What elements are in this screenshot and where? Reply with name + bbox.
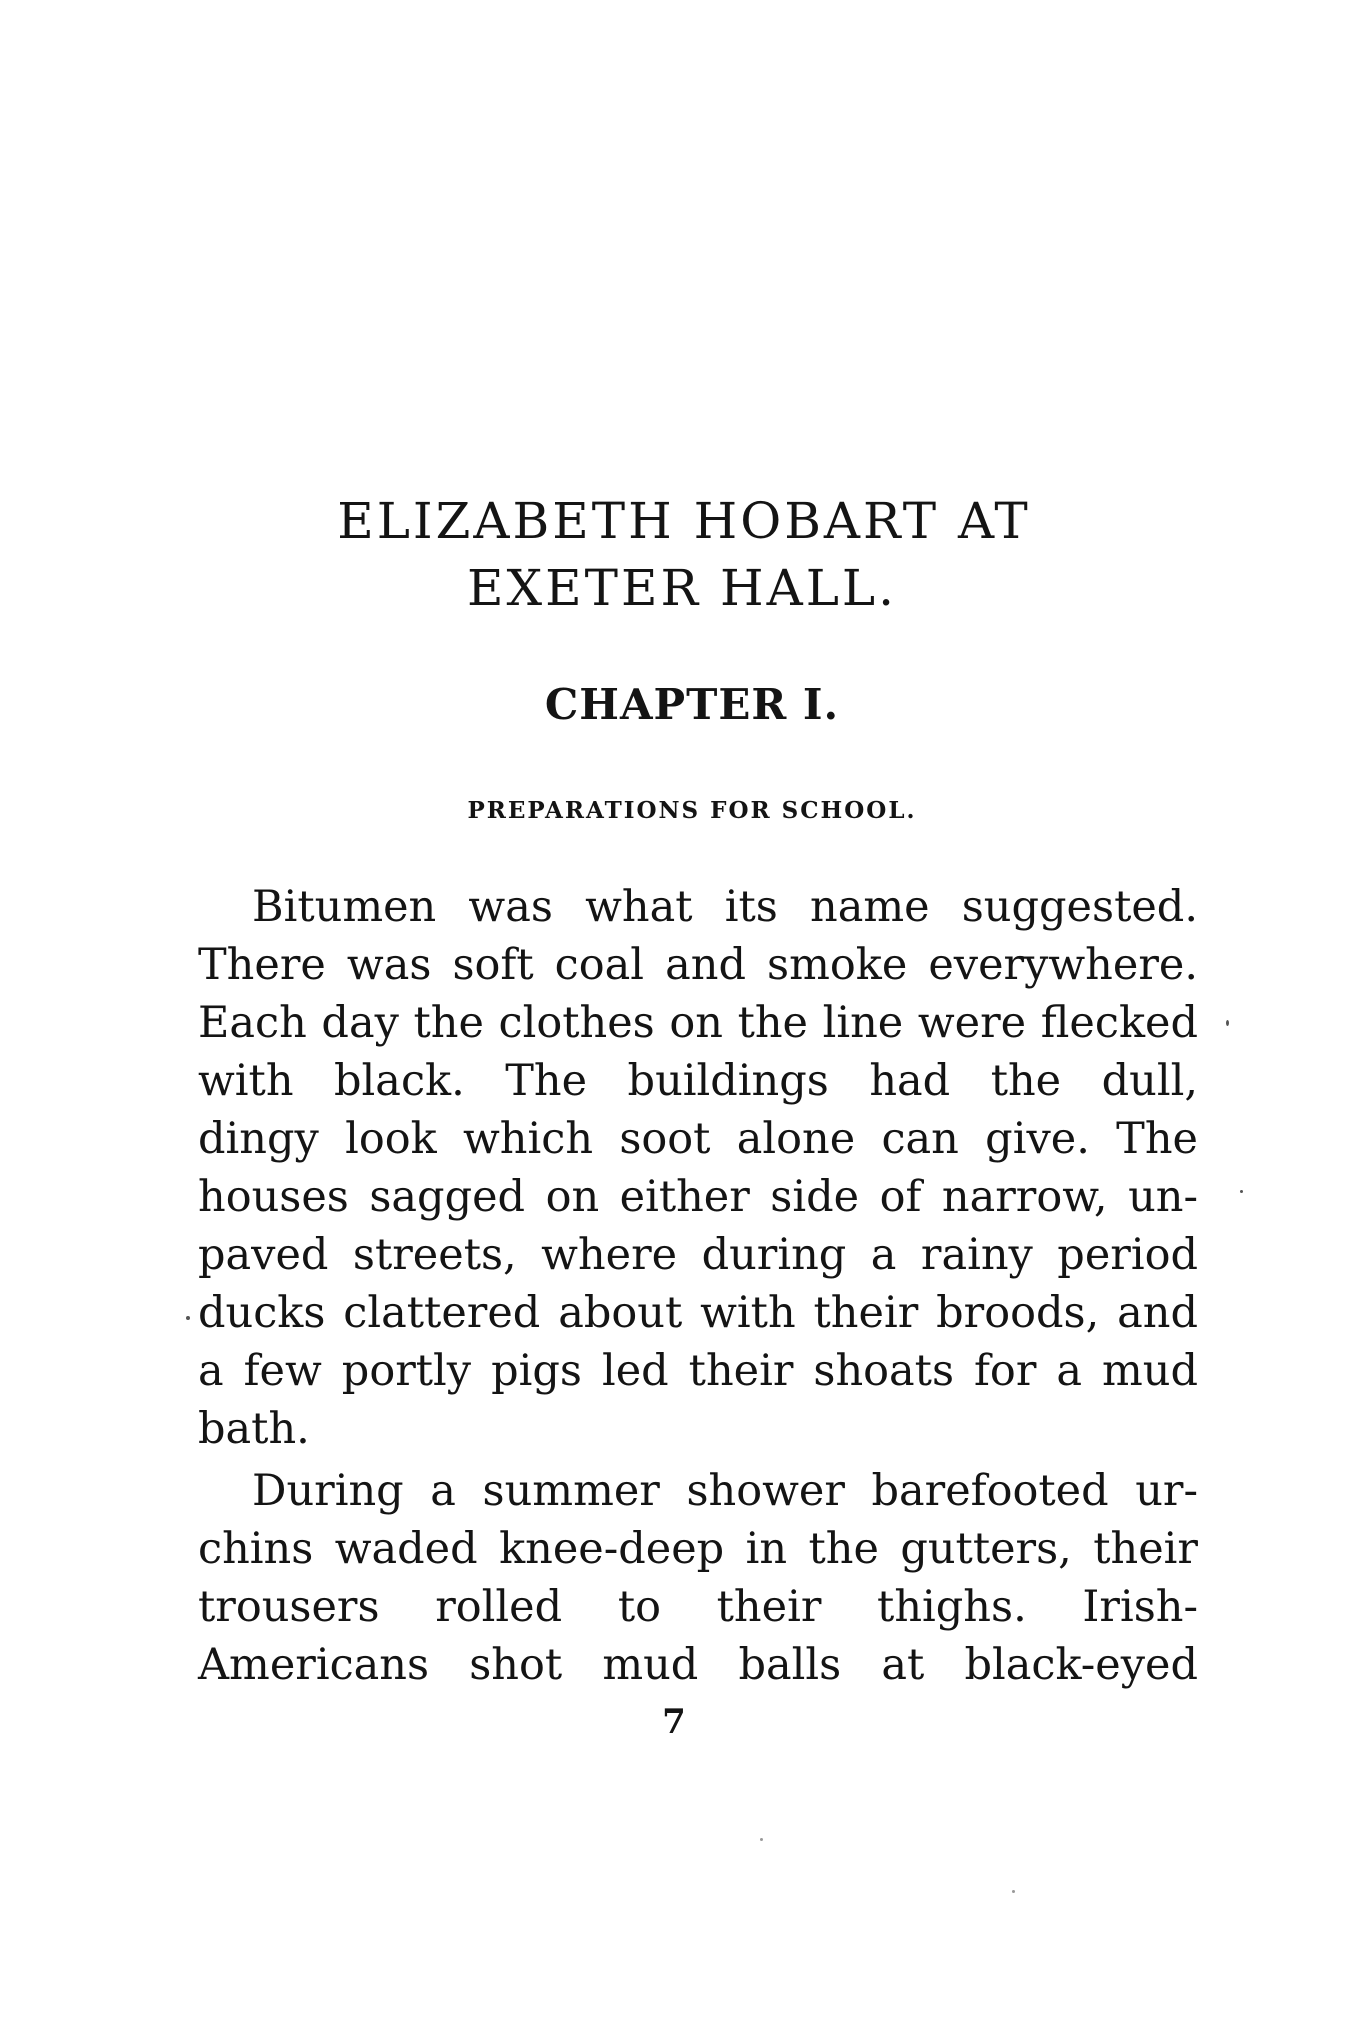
- text-line: There was soft coal and smoke everywhere.: [198, 940, 1198, 990]
- print-speck: [1240, 1190, 1243, 1193]
- text-line: paved streets, where during a rainy period: [198, 1230, 1198, 1280]
- book-title-line-2: EXETER HALL.: [467, 559, 897, 617]
- print-speck: [1226, 1020, 1229, 1026]
- text-line: with black. The buildings had the dull,: [198, 1056, 1198, 1106]
- text-line: Each day the clothes on the line were flecked: [198, 998, 1198, 1048]
- book-title-line-1: ELIZABETH HOBART AT: [337, 492, 1031, 550]
- page-number: 7: [662, 1702, 686, 1742]
- text-line: ducks clattered about with their broods, and: [198, 1288, 1198, 1338]
- text-line: dingy look which soot alone can give. The: [198, 1114, 1198, 1164]
- text-line: houses sagged on either side of narrow, un-: [198, 1172, 1198, 1222]
- text-line: During a summer shower barefooted ur-: [252, 1466, 1198, 1516]
- print-speck: [186, 1316, 190, 1320]
- text-line: Americans shot mud balls at black-eyed: [198, 1640, 1198, 1690]
- text-line: Bitumen was what its name suggested.: [252, 882, 1198, 932]
- print-speck: [1012, 1890, 1015, 1893]
- text-line: trousers rolled to their thighs. Irish-: [198, 1582, 1198, 1632]
- text-line: chins waded knee-deep in the gutters, their: [198, 1524, 1198, 1574]
- chapter-subtitle: PREPARATIONS FOR SCHOOL.: [467, 797, 917, 824]
- text-line: bath.: [198, 1404, 310, 1454]
- text-line: a few portly pigs led their shoats for a mud: [198, 1346, 1198, 1396]
- chapter-heading: CHAPTER I.: [544, 680, 840, 729]
- print-speck: [760, 1838, 763, 1841]
